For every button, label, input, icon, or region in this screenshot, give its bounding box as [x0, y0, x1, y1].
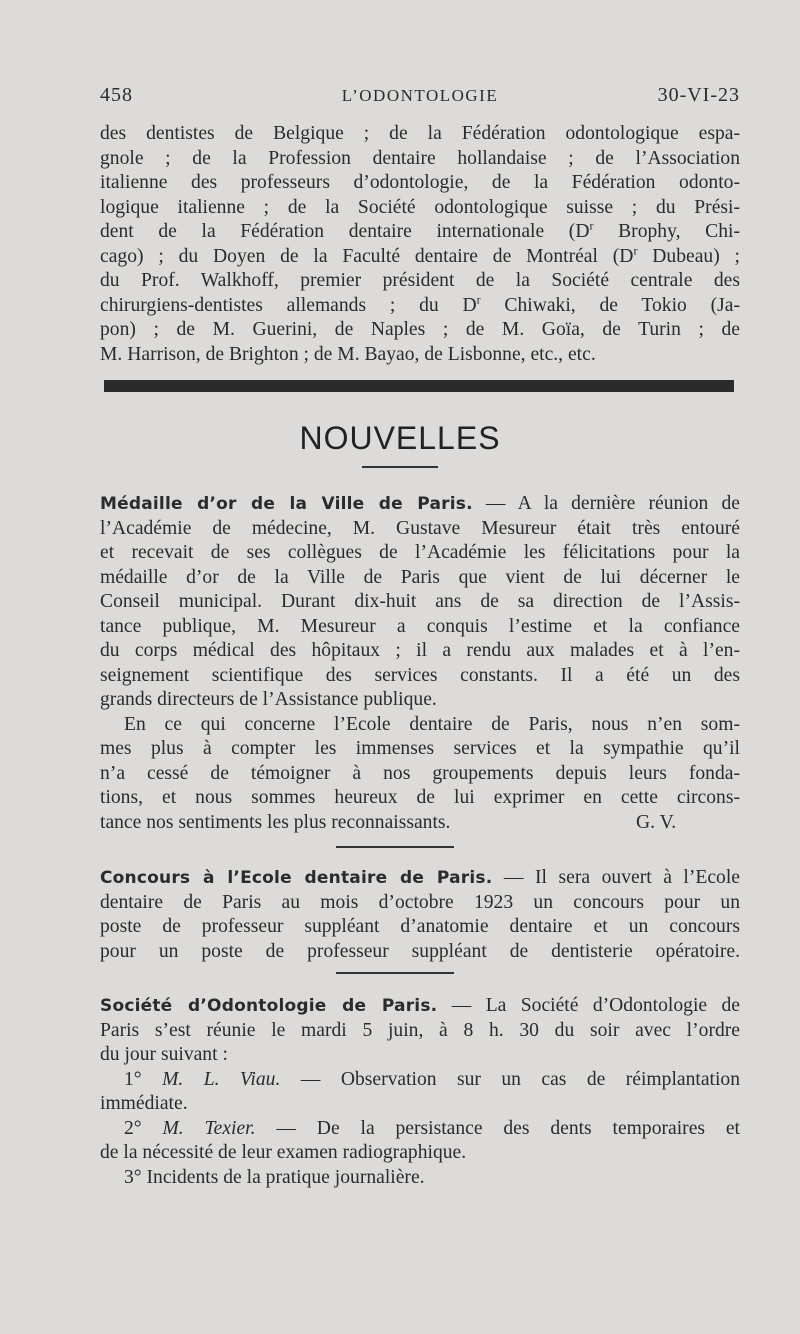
intro-line: logique italienne ; de la Société odontologique suisse ; du Prési-: [100, 196, 740, 218]
article-heading: Société d’Odontologie de Paris.: [100, 996, 438, 1016]
text-line: du jour suivant :: [100, 1044, 228, 1065]
agenda-item: 3° Incidents de la pratique journalière.: [124, 1166, 425, 1188]
intro-line: M. Harrison, de Brighton ; de M. Bayao, de Lisbonne, etc., etc.: [100, 343, 596, 365]
article-separator: [336, 972, 454, 974]
journal-title: L’ODONTOLOGIE: [341, 86, 499, 105]
article-heading: Concours à l’Ecole dentaire de Paris.: [100, 868, 493, 888]
issue-date: 30-VI-23: [657, 84, 740, 106]
text-line: poste de professeur suppléant d’anatomie dentaire et un concours: [100, 916, 740, 937]
text-line: médaille d’or de la Ville de Paris que vient de lui décerner le: [100, 566, 740, 588]
intro-line: gnole ; de la Profession dentaire hollandaise ; de l’Association: [100, 147, 740, 169]
text-line: seignement scientifique des services constants. Il a été un des: [100, 664, 740, 686]
text-line: dentaire de Paris au mois d’octobre 1923 un concours pour un: [100, 891, 740, 913]
intro-line: pon) ; de M. Guerini, de Naples ; de M. Goïa, de Turin ; de: [100, 319, 740, 340]
text-line: tance publique, M. Mesureur a conquis l’estime et la confiance: [100, 615, 740, 637]
article-concours: [100, 866, 740, 964]
agenda-author: M. L. Viau.: [162, 1068, 281, 1090]
intro-line: italienne des professeurs d’odontologie, de la Fédération odonto-: [100, 172, 740, 193]
page-number: 458: [100, 84, 133, 106]
text-line: En ce qui concerne l’Ecole dentaire de Paris, nous n’en som-: [124, 713, 740, 735]
intro-paragraph: [100, 122, 740, 367]
text-line: grands directeurs de l’Assistance publique.: [100, 689, 437, 710]
text-line: tions, et nous sommes heureux de lui exprimer en cette circons-: [100, 787, 740, 808]
title-underline: [362, 466, 438, 468]
signature: G. V.: [636, 811, 677, 833]
section-divider: [104, 380, 734, 392]
text-line: Paris s’est réunie le mardi 5 juin, à 8 h. 30 du soir avec l’ordre: [100, 1019, 740, 1041]
article-medaille: [100, 492, 740, 835]
text-line: tance nos sentiments les plus reconnaissants. G. V.: [100, 811, 740, 836]
agenda-item: 2° M. Texier. — De la persistance des dents temporaires et: [124, 1117, 740, 1139]
article-separator: [336, 846, 454, 848]
article-first-line: Concours à l’Ecole dentaire de Paris. — Il sera ouvert à l’Ecole: [100, 867, 740, 888]
intro-line: cago) ; du Doyen de la Faculté dentaire de Montréal ($D^r$ Dubeau) ;: [100, 242, 740, 267]
intro-line: du Prof. Walkhoff, premier président de la Société centrale des: [100, 270, 740, 291]
intro-line: des dentistes de Belgique ; de la Fédération odontologique espa-: [100, 123, 740, 144]
text-line: et recevait de ses collègues de l’Académie les félicitations pour la: [100, 542, 740, 563]
text-line: du corps médical des hôpitaux ; il a rendu aux malades et à l’en-: [100, 640, 740, 661]
text-line: pour un poste de professeur suppléant de dentisterie opératoire.: [100, 940, 740, 962]
section-title: NOUVELLES: [299, 420, 501, 456]
article-first-line: Médaille d’or de la Ville de Paris. — A la dernière réunion de: [100, 493, 740, 514]
text-line: l’Académie de médecine, M. Gustave Mesureur était très entouré: [100, 517, 740, 539]
text-line: mes plus à compter les immenses services et la sympathie qu’il: [100, 738, 740, 759]
agenda-item: 1° M. L. Viau. — Observation sur un cas de réimplantation: [124, 1068, 741, 1090]
article-first-line: Société d’Odontologie de Paris. — La Société d’Odontologie de: [100, 995, 740, 1016]
article-societe: [100, 994, 740, 1190]
text-line: de la nécessité de leur examen radiographique.: [100, 1142, 467, 1163]
text-line: n’a cessé de témoigner à nos groupements depuis leurs fonda-: [100, 762, 740, 784]
article-heading: Médaille d’or de la Ville de Paris.: [100, 494, 473, 514]
intro-line: dent de la Fédération dentaire internationale ($D^r$ Brophy, Chi-: [100, 218, 740, 242]
intro-line: chirurgiens-dentistes allemands ; du $D^r$ Chiwaki, de Tokio (Ja-: [100, 291, 740, 316]
text-line: immédiate.: [100, 1093, 188, 1114]
text-line: Conseil municipal. Durant dix-huit ans de sa direction de l’Assis-: [100, 591, 740, 612]
running-header: [100, 84, 740, 114]
agenda-author: M. Texier.: [162, 1117, 256, 1139]
